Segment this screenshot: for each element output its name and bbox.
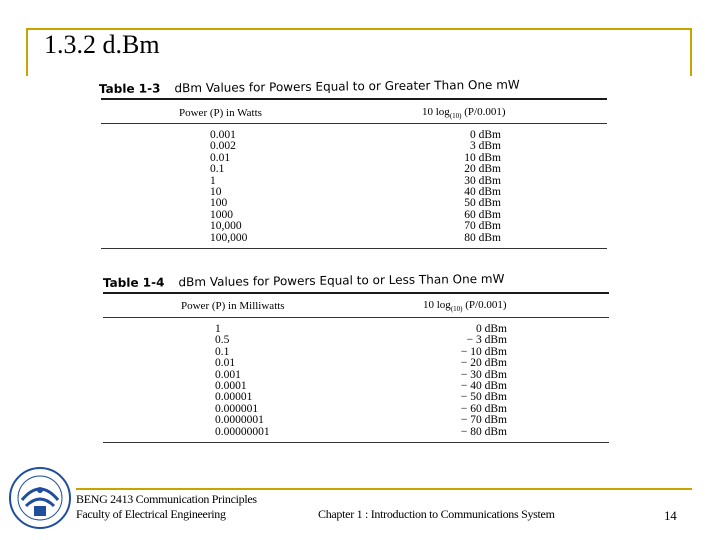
scanned-tables xyxy=(95,78,615,450)
table-number: Table 1-3 xyxy=(98,81,161,96)
table-cell: − 40 dBm xyxy=(460,380,507,393)
table-column-dbm xyxy=(425,324,507,438)
table-cell: 10 xyxy=(210,186,222,199)
table-cell: 0.1 xyxy=(210,163,225,176)
table-cell: 30 dBm xyxy=(464,174,501,187)
table-cell: 100,000 xyxy=(210,231,248,244)
table-cell: 1 xyxy=(210,174,216,187)
table-cell: 10,000 xyxy=(210,220,242,233)
column-header-dbm: 10 $\log_{(10)} (P/0.001)$ xyxy=(423,299,507,314)
table-title: dBm Values for Powers Equal to or Less Than One mW xyxy=(178,271,505,290)
table-cell: − 80 dBm xyxy=(460,425,507,438)
table-cell: 1000 xyxy=(210,208,233,221)
footer-course: BENG 2413 Communication Principles xyxy=(76,492,257,506)
table-cell: − 3 dBm xyxy=(466,334,507,347)
table-rule xyxy=(103,317,609,318)
table-cell: 10 dBm xyxy=(464,151,501,164)
table-cell: − 50 dBm xyxy=(460,391,507,404)
table-cell: 3 dBm xyxy=(470,140,501,153)
table-cell: − 60 dBm xyxy=(460,402,507,415)
table-cell: 0.01 xyxy=(215,357,236,370)
title-frame-right xyxy=(690,28,692,76)
table-column-dbm xyxy=(435,130,501,244)
table-cell: 20 dBm xyxy=(464,163,501,176)
university-logo xyxy=(8,466,72,530)
footer-divider xyxy=(76,488,692,490)
table-cell: 0.00000001 xyxy=(215,425,270,438)
column-header-power: Power (P) in Watts xyxy=(179,107,262,119)
slide-title: 1.3.2 d.Bm xyxy=(44,30,160,59)
table-caption-bottom xyxy=(103,272,505,290)
table-column-power xyxy=(210,130,247,244)
table-rule xyxy=(103,292,609,294)
page-number: 14 xyxy=(664,508,677,523)
table-cell: 0.001 xyxy=(215,368,241,381)
footer-chapter: Chapter 1 : Introduction to Communications System xyxy=(318,507,555,521)
table-cell: 50 dBm xyxy=(464,197,501,210)
table-cell: − 20 dBm xyxy=(460,357,507,370)
table-cell: 0 dBm xyxy=(470,129,501,141)
table-cell: 100 xyxy=(210,197,228,210)
table-cell: 0.002 xyxy=(210,140,236,153)
table-cell: 0.1 xyxy=(215,345,230,358)
table-title: dBm Values for Powers Equal to or Greater Than One mW xyxy=(174,77,520,96)
table-rule xyxy=(101,123,607,124)
table-rule xyxy=(101,248,607,249)
table-cell: 60 dBm xyxy=(464,208,501,221)
column-header-dbm: 10 $\log_{(10)} (P/0.001)$ xyxy=(422,106,506,121)
table-rule xyxy=(101,98,607,100)
table-cell: 0.5 xyxy=(215,334,230,347)
table-cell: 0.0000001 xyxy=(215,414,264,427)
column-header-power: Power (P) in Milliwatts xyxy=(181,300,285,312)
table-cell: 80 dBm xyxy=(464,231,501,244)
table-cell: 0.0001 xyxy=(215,380,247,393)
table-cell: 0.001 xyxy=(210,129,236,141)
table-number: Table 1-4 xyxy=(102,275,165,290)
table-cell: − 30 dBm xyxy=(460,368,507,381)
table-cell: 70 dBm xyxy=(464,220,501,233)
table-cell: 0.00001 xyxy=(215,391,253,404)
table-cell: − 70 dBm xyxy=(460,414,507,427)
footer-faculty: Faculty of Electrical Engineering xyxy=(76,507,226,521)
table-cell: 1 xyxy=(215,323,221,335)
title-frame-left xyxy=(26,28,28,76)
table-cell: 40 dBm xyxy=(464,186,501,199)
table-cell: 0.01 xyxy=(210,151,231,164)
table-column-power xyxy=(215,324,270,438)
table-cell: 0 dBm xyxy=(476,323,507,335)
table-cell: 0.000001 xyxy=(215,402,259,415)
table-caption-top xyxy=(99,78,520,96)
table-cell: − 10 dBm xyxy=(460,345,507,358)
table-rule xyxy=(103,442,609,443)
